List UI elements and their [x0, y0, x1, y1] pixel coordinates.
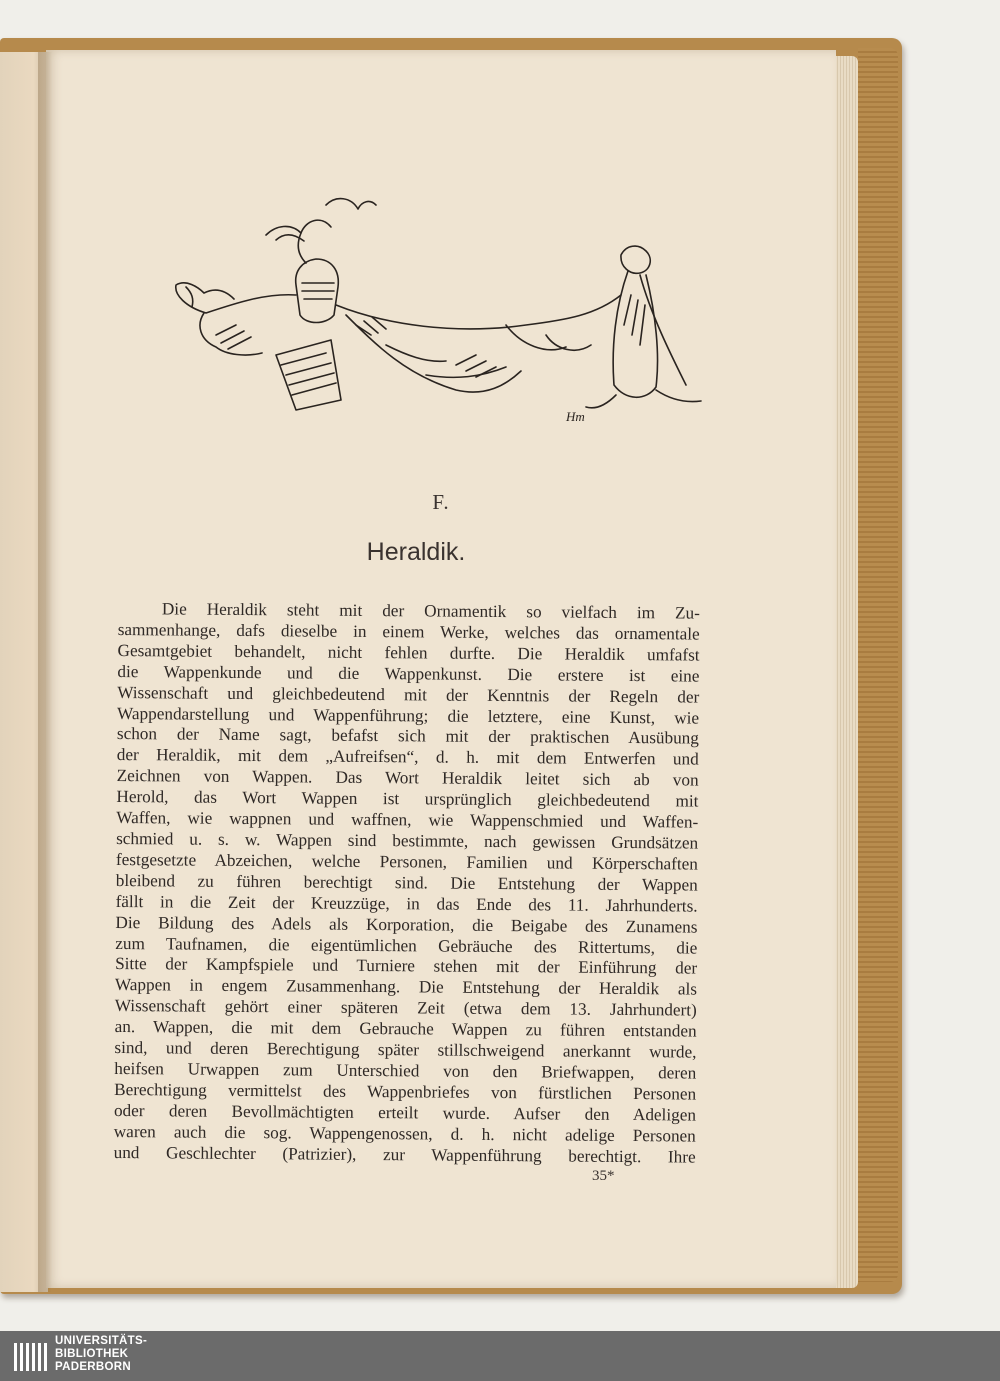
text-line: sammenhange, dafs dieselbe in einem Werke, welches das ornamentale: [117, 619, 700, 644]
page-number: 35*: [592, 1168, 615, 1184]
text-line: Wissenschaft und gleichbedeutend mit der Kenntnis der Regeln der: [117, 682, 700, 707]
text-line: schon der Name sagt, befafst sich mit der praktischen Ausübung: [116, 724, 699, 749]
text-line: an. Wappen, die mit dem Gebrauche Wappen zu führen entstanden: [114, 1017, 697, 1041]
text-line: Zeichnen von Wappen. Das Wort Heraldik leitet sich ab von: [116, 766, 699, 790]
text-line: Die Bildung des Adels als Korporation, die Beigabe des Zunamens: [115, 912, 698, 937]
text-line: Waffen, wie wappnen und waffnen, wie Wappenschmied und Waffen-: [116, 808, 699, 832]
text-line: heifsen Urwappen zum Unterschied von den Briefwappen, deren: [114, 1058, 697, 1083]
university-library-logo-icon: [12, 1339, 48, 1375]
text-line: schmied u. s. w. Wappen sind bestimmte, nach gewissen Grundsätzen: [116, 828, 699, 853]
body-text: [114, 599, 700, 1168]
helmet-mantling-illustration-icon: [126, 175, 706, 424]
text-line: die Wappenkunde und die Wappenkunst. Die erstere ist eine: [117, 661, 700, 686]
text-line: Die Heraldik steht mit der Ornamentik so vielfach im Zu-: [161, 599, 700, 623]
text-line: fällt in die Zeit der Kreuzzüge, in das Ende des 11. Jahrhunderts.: [115, 891, 698, 916]
text-line: der Heraldik, mit dem „Aufreifsen“, d. h. mit dem Entwerfen und: [116, 745, 699, 769]
text-line: zum Taufnamen, die eigentümlichen Gebräuche des Rittertums, die: [115, 933, 698, 958]
text-line: bleibend zu führen berechtigt sind. Die Entstehung der Wappen: [115, 870, 698, 895]
library-name-line: UNIVERSITÄTS-: [55, 1335, 148, 1347]
library-name: [55, 1335, 147, 1374]
cover-spine-edge: [858, 48, 898, 1282]
library-name-line: PADERBORN: [55, 1361, 131, 1373]
library-name-line: BIBLIOTHEK: [55, 1348, 129, 1360]
text-line: Sitte der Kampfspiele und Turniere stehen mit der Einführung der: [115, 954, 698, 978]
text-line: Wappendarstellung und Wappenführung; die letztere, eine Kunst, wie: [117, 703, 700, 728]
text-line: waren auch die sog. Wappengenossen, d. h. nicht adelige Personen: [113, 1121, 696, 1146]
text-line: oder deren Bevollmächtigten erteilt wurde. Aufser den Adeligen: [113, 1100, 697, 1125]
chapter-title: Heraldik.: [366, 538, 466, 566]
text-line: festgesetzte Abzeichen, welche Personen, Familien und Körperschaften: [115, 849, 699, 874]
illustration-signature: Hm: [566, 409, 585, 424]
book-page: [46, 50, 836, 1288]
text-line: sind, und deren Berechtigung später stillschweigend anerkannt wurde,: [114, 1038, 697, 1062]
gutter-shadow: [38, 52, 52, 1292]
chapter-letter: F.: [432, 490, 450, 514]
library-footer: [0, 1331, 1000, 1381]
text-line: Gesamtgebiet behandelt, nicht fehlen durfte. Die Heraldik umfafst: [117, 640, 700, 665]
text-line: Wissenschaft gehört einer späteren Zeit (etwa dem 13. Jahrhundert): [114, 996, 697, 1020]
text-line: Wappen in engem Zusammenhang. Die Entstehung der Heraldik als: [114, 975, 698, 999]
text-line: Berechtigung vermittelst des Wappenbriefes von fürstlichen Personen: [114, 1079, 697, 1104]
text-line: Herold, das Wort Wappen ist ursprünglich gleichbedeutend mit: [116, 787, 699, 811]
text-line: und Geschlechter (Patrizier), zur Wappenführung berechtigt. Ihre: [113, 1142, 696, 1167]
